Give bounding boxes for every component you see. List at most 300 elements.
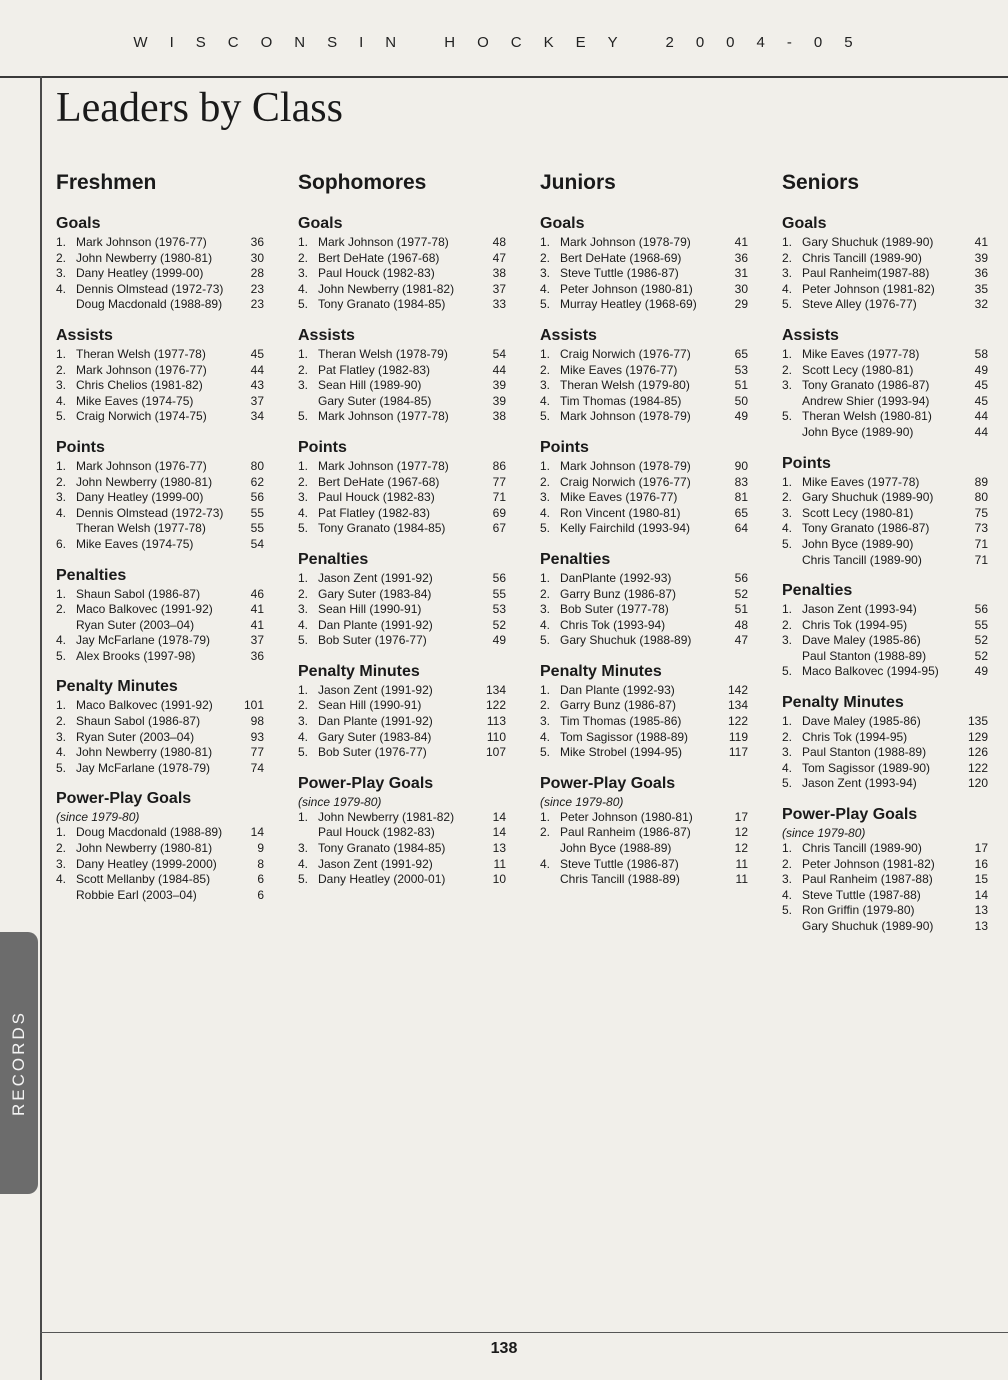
player-name: Chris Tok (1993-94) [560, 617, 666, 632]
leader-row [298, 347, 506, 363]
stat-section [298, 549, 506, 649]
leader-row [540, 506, 748, 522]
player-name: Mark Johnson (1978-79) [560, 409, 691, 424]
leader-row [56, 378, 264, 394]
rank-number: 3. [298, 266, 309, 281]
leader-row [56, 602, 264, 618]
player-name: Ron Vincent (1980-81) [560, 505, 681, 520]
stat-value: 45 [974, 393, 988, 408]
leader-row [56, 587, 264, 603]
leader-row [56, 251, 264, 267]
stat-section [56, 565, 264, 665]
rank-number: 4. [298, 281, 309, 296]
rank-number: 4. [56, 745, 67, 760]
stat-value: 55 [250, 505, 264, 520]
rank-number: 4. [298, 617, 309, 632]
player-name: John Newberry (1980-81) [76, 250, 213, 265]
player-name: Peter Johnson (1980-81) [560, 281, 693, 296]
leader-row [56, 459, 264, 475]
stat-value: 11 [735, 856, 748, 871]
rank-number: 1. [782, 602, 793, 617]
stat-value: 13 [974, 919, 988, 933]
category-note: (since 1979-80) [298, 794, 382, 809]
rank-number: 2. [782, 490, 793, 505]
player-name: Mike Eaves (1977-78) [802, 474, 920, 489]
stat-value: 38 [492, 409, 506, 424]
player-name: Tony Granato (1984-85) [318, 297, 446, 312]
player-name: Jason Zent (1991-92) [318, 570, 433, 585]
stat-section [782, 325, 988, 441]
rank-number: 5. [540, 521, 551, 536]
rank-number [56, 521, 76, 537]
rank-number: 2. [56, 714, 67, 729]
player-name: John Newberry (1981-82) [318, 809, 455, 824]
rank-number: 1. [56, 235, 67, 249]
player-name: Theran Welsh (1980-81) [802, 409, 932, 424]
stat-section [298, 325, 506, 425]
rank-number: 4. [56, 505, 67, 520]
player-name: Dany Heatley (2000-01) [318, 872, 446, 887]
top-rule [0, 76, 1008, 78]
player-name: John Newberry (1981-82) [318, 281, 455, 296]
rank-number: 3. [782, 633, 793, 648]
stat-value: 37 [492, 281, 506, 296]
stat-value: 36 [974, 266, 988, 281]
leader-row [782, 297, 988, 313]
stat-value: 41 [250, 602, 264, 617]
rank-number: 3. [298, 841, 309, 856]
stat-value: 98 [250, 714, 264, 729]
leader-row [540, 378, 748, 394]
rank-number: 5. [782, 409, 793, 424]
rank-number: 4. [540, 281, 551, 296]
rank-number: 3. [782, 872, 793, 887]
stat-value: 101 [243, 698, 264, 713]
player-name: Peter Johnson (1981-82) [802, 281, 935, 296]
rank-number [56, 297, 76, 313]
stat-section [782, 580, 988, 680]
category-heading: Penalty Minutes [782, 694, 904, 712]
stat-value: 37 [250, 633, 264, 648]
player-name: Paul Ranheim(1987-88) [802, 266, 930, 281]
player-name: Doug Macdonald (1988-89) [76, 297, 223, 312]
rank-number: 2. [298, 250, 309, 265]
category-heading: Points [540, 438, 589, 456]
player-name: Sean Hill (1989-90) [318, 378, 422, 393]
leader-row [782, 553, 988, 569]
stat-value: 65 [734, 346, 748, 361]
player-name: Dave Maley (1985-86) [802, 714, 921, 729]
rank-number: 3. [56, 378, 67, 393]
leader-row [56, 857, 264, 873]
leader-row [782, 633, 988, 649]
stat-value: 35 [974, 281, 988, 296]
player-name: Pat Flatley (1982-83) [318, 505, 431, 520]
margin-rule [40, 76, 42, 1380]
stat-value: 47 [734, 633, 748, 648]
rank-number [782, 553, 802, 569]
leader-row [56, 475, 264, 491]
rank-number: 5. [782, 664, 793, 679]
player-name: Tim Thomas (1985-86) [560, 714, 682, 729]
rank-number: 2. [782, 856, 793, 871]
player-name: Tony Granato (1986-87) [802, 378, 930, 393]
leader-row [298, 571, 506, 587]
rank-number: 5. [298, 745, 309, 760]
rank-number: 5. [298, 409, 309, 424]
leader-row [298, 618, 506, 634]
rank-number: 2. [540, 250, 551, 265]
leader-row [56, 714, 264, 730]
stat-value: 14 [492, 809, 506, 824]
rank-number: 3. [782, 505, 793, 520]
leader-row [298, 409, 506, 425]
stat-value: 30 [250, 250, 264, 265]
player-name: Mike Eaves (1977-78) [802, 346, 920, 361]
leader-row [782, 363, 988, 379]
stat-value: 11 [493, 856, 506, 871]
leader-row [540, 521, 748, 537]
rank-number: 1. [782, 235, 793, 249]
player-name: Paul Houck (1982-83) [318, 266, 435, 281]
player-name: Craig Norwich (1976-77) [560, 474, 691, 489]
player-name: Jason Zent (1993-94) [802, 602, 917, 617]
category-heading: Points [782, 454, 831, 472]
player-name: Maco Balkovec (1991-92) [76, 698, 213, 713]
stat-value: 49 [492, 633, 506, 648]
player-name: Mark Johnson (1978-79) [560, 458, 691, 473]
stat-value: 44 [974, 424, 988, 439]
player-name: Bob Suter (1977-78) [560, 602, 669, 617]
stat-value: 52 [974, 633, 988, 648]
stat-value: 122 [485, 698, 506, 713]
stat-value: 49 [734, 409, 748, 424]
stat-value: 71 [974, 552, 988, 567]
stat-value: 135 [967, 714, 988, 729]
stat-value: 77 [492, 474, 506, 489]
player-name: John Newberry (1980-81) [76, 474, 213, 489]
leader-row [540, 571, 748, 587]
stat-value: 45 [974, 378, 988, 393]
stat-section [540, 213, 748, 313]
leader-row [56, 235, 264, 251]
stat-value: 71 [492, 490, 506, 505]
player-name: Dave Maley (1985-86) [802, 633, 921, 648]
stat-value: 31 [734, 266, 748, 281]
stat-value: 33 [492, 297, 506, 312]
stat-value: 77 [250, 745, 264, 760]
rank-number: 3. [298, 490, 309, 505]
stat-value: 51 [734, 602, 748, 617]
stat-value: 56 [250, 490, 264, 505]
rank-number: 4. [540, 393, 551, 408]
category-heading: Penalty Minutes [298, 662, 420, 680]
leader-row [540, 602, 748, 618]
stat-section [782, 213, 988, 313]
rank-number: 1. [56, 825, 67, 840]
player-name: Bert DeHate (1967-68) [318, 474, 440, 489]
player-name: Dan Plante (1992-93) [560, 682, 675, 697]
player-name: Gary Shuchuk (1989-90) [802, 919, 934, 933]
leader-row [782, 714, 988, 730]
leader-row [782, 745, 988, 761]
stat-value: 90 [734, 458, 748, 473]
leader-row [298, 587, 506, 603]
leader-row [56, 394, 264, 410]
stat-value: 29 [734, 297, 748, 312]
rank-number: 2. [298, 362, 309, 377]
rank-number: 2. [782, 250, 793, 265]
leader-row [56, 363, 264, 379]
player-name: Garry Bunz (1986-87) [560, 586, 677, 601]
leader-row [56, 649, 264, 665]
rank-number: 5. [540, 409, 551, 424]
rank-number: 2. [540, 698, 551, 713]
rank-number: 3. [56, 856, 67, 871]
stat-value: 119 [728, 729, 748, 744]
rank-number: 5. [298, 521, 309, 536]
stat-value: 10 [492, 872, 506, 887]
leader-row [540, 251, 748, 267]
leader-row [298, 730, 506, 746]
stat-value: 80 [250, 458, 264, 473]
leader-row [298, 266, 506, 282]
leader-row [56, 825, 264, 841]
stat-section [540, 325, 748, 425]
player-name: Mike Strobel (1994-95) [560, 745, 683, 760]
rank-number: 4. [782, 760, 793, 775]
rank-number: 2. [56, 474, 67, 489]
stat-value: 13 [492, 841, 506, 856]
leader-row [56, 745, 264, 761]
stat-value: 93 [250, 729, 264, 744]
stat-value: 6 [257, 872, 264, 887]
leader-row [782, 235, 988, 251]
class-heading: Seniors [782, 171, 860, 194]
category-heading: Goals [782, 215, 827, 232]
player-name: Scott Mellanby (1984-85) [76, 872, 211, 887]
leader-row [540, 409, 748, 425]
leader-row [298, 841, 506, 857]
stat-value: 52 [974, 648, 988, 663]
category-heading: Penalties [540, 550, 611, 568]
leader-row [56, 841, 264, 857]
leader-row [298, 459, 506, 475]
category-note: (since 1979-80) [540, 794, 624, 809]
player-name: John Newberry (1980-81) [76, 841, 213, 856]
leader-row [540, 394, 748, 410]
player-name: Jason Zent (1991-92) [318, 682, 433, 697]
leader-row [782, 664, 988, 680]
rank-number: 4. [782, 281, 793, 296]
player-name: Dany Heatley (1999-00) [76, 490, 204, 505]
stat-value: 56 [492, 570, 506, 585]
stat-value: 23 [250, 281, 264, 296]
leader-row [298, 698, 506, 714]
stat-value: 37 [250, 393, 264, 408]
rank-number: 2. [298, 698, 309, 713]
rank-number: 4. [540, 856, 551, 871]
rank-number [782, 394, 802, 410]
leader-row [782, 903, 988, 919]
rank-number: 3. [298, 378, 309, 393]
player-name: Bob Suter (1976-77) [318, 745, 427, 760]
rank-number: 5. [540, 633, 551, 648]
category-heading: Power-Play Goals [56, 790, 192, 808]
leader-row [782, 521, 988, 537]
stat-section [298, 773, 506, 888]
rank-number [298, 394, 318, 410]
leader-row [782, 475, 988, 491]
class-column-sophomores [298, 170, 506, 888]
rank-number: 5. [56, 648, 67, 663]
stat-section [540, 773, 748, 888]
stat-value: 53 [734, 362, 748, 377]
rank-number: 1. [540, 235, 551, 249]
stat-value: 49 [974, 362, 988, 377]
leader-row [56, 347, 264, 363]
stat-value: 45 [250, 346, 264, 361]
rank-number: 1. [298, 682, 309, 697]
stat-value: 69 [492, 505, 506, 520]
stat-value: 47 [492, 250, 506, 265]
stat-value: 39 [492, 393, 506, 408]
rank-number: 4. [56, 633, 67, 648]
player-name: Sean Hill (1990-91) [318, 698, 422, 713]
player-name: Mike Eaves (1976-77) [560, 362, 678, 377]
player-name: Robbie Earl (2003–04) [76, 887, 197, 902]
rank-number: 1. [56, 698, 67, 713]
player-name: Dan Plante (1991-92) [318, 714, 433, 729]
leader-row [782, 919, 988, 935]
stat-value: 54 [492, 346, 506, 361]
rank-number: 3. [782, 378, 793, 393]
category-heading: Assists [298, 326, 355, 344]
rank-number: 5. [56, 409, 67, 424]
stat-value: 12 [734, 841, 748, 856]
player-name: Pat Flatley (1982-83) [318, 362, 431, 377]
rank-number: 1. [56, 458, 67, 473]
leader-row [782, 857, 988, 873]
stat-section [56, 788, 264, 903]
stat-value: 30 [734, 281, 748, 296]
stat-value: 73 [974, 521, 988, 536]
player-name: Mike Eaves (1974-75) [76, 536, 194, 551]
stat-value: 53 [492, 602, 506, 617]
player-name: Mark Johnson (1978-79) [560, 235, 691, 249]
stat-value: 36 [250, 235, 264, 249]
stat-section [298, 213, 506, 313]
player-name: Mark Johnson (1977-78) [318, 409, 449, 424]
stat-value: 44 [250, 362, 264, 377]
stat-value: 67 [492, 521, 506, 536]
rank-number: 4. [540, 729, 551, 744]
stat-section [540, 549, 748, 649]
leader-row [540, 857, 748, 873]
stat-value: 52 [734, 586, 748, 601]
player-name: Tom Sagissor (1988-89) [560, 729, 689, 744]
leader-row [540, 810, 748, 826]
stat-value: 122 [727, 714, 748, 729]
leader-row [56, 521, 264, 537]
leader-row [782, 776, 988, 792]
leader-row [782, 506, 988, 522]
stat-section [782, 692, 988, 792]
leader-row [782, 409, 988, 425]
rank-number: 3. [782, 266, 793, 281]
rank-number: 4. [56, 872, 67, 887]
player-name: Bob Suter (1976-77) [318, 633, 427, 648]
leader-row [56, 633, 264, 649]
player-name: Mark Johnson (1976-77) [76, 458, 207, 473]
player-name: Tom Sagissor (1989-90) [802, 760, 931, 775]
bottom-rule [40, 1332, 1008, 1333]
stat-value: 38 [492, 266, 506, 281]
rank-number: 4. [540, 505, 551, 520]
rank-number: 5. [782, 536, 793, 551]
player-name: Peter Johnson (1981-82) [802, 856, 935, 871]
player-name: Steve Alley (1976-77) [802, 297, 917, 312]
player-name: Mike Eaves (1974-75) [76, 393, 194, 408]
stat-section [56, 325, 264, 425]
player-name: Chris Tancill (1989-90) [802, 552, 922, 567]
rank-number [540, 872, 560, 888]
player-name: Ryan Suter (2003–04) [76, 617, 195, 632]
class-column-juniors [540, 170, 748, 888]
rank-number: 3. [56, 729, 67, 744]
rank-number: 1. [56, 346, 67, 361]
rank-number: 2. [540, 474, 551, 489]
stat-value: 81 [734, 490, 748, 505]
stat-value: 6 [257, 887, 264, 902]
player-name: Alex Brooks (1997-98) [76, 648, 196, 663]
rank-number: 3. [540, 714, 551, 729]
leader-row [540, 841, 748, 857]
stat-section [56, 676, 264, 776]
stat-value: 65 [734, 505, 748, 520]
player-name: Mark Johnson (1977-78) [318, 235, 449, 249]
stat-section [540, 437, 748, 537]
leader-row [782, 347, 988, 363]
leader-row [298, 602, 506, 618]
player-name: Theran Welsh (1978-79) [318, 346, 448, 361]
leader-row [540, 745, 748, 761]
rank-number: 1. [540, 570, 551, 585]
player-name: Craig Norwich (1974-75) [76, 409, 207, 424]
rank-number [56, 888, 76, 904]
stat-value: 55 [250, 521, 264, 536]
leader-row [540, 282, 748, 298]
leader-row [56, 761, 264, 777]
player-name: Tony Granato (1984-85) [318, 521, 446, 536]
category-heading: Penalty Minutes [56, 678, 178, 696]
side-tab-label: RECORDS [9, 1009, 28, 1117]
stat-value: 75 [974, 505, 988, 520]
rank-number: 1. [540, 346, 551, 361]
stat-value: 71 [974, 536, 988, 551]
stat-section [782, 804, 988, 935]
rank-number: 5. [782, 903, 793, 918]
leader-row [540, 347, 748, 363]
rank-number: 4. [782, 887, 793, 902]
category-heading: Assists [782, 326, 839, 344]
rank-number: 1. [298, 235, 309, 249]
stat-value: 43 [250, 378, 264, 393]
leader-row [782, 282, 988, 298]
leader-row [56, 698, 264, 714]
rank-number: 4. [298, 505, 309, 520]
rank-number [56, 618, 76, 634]
